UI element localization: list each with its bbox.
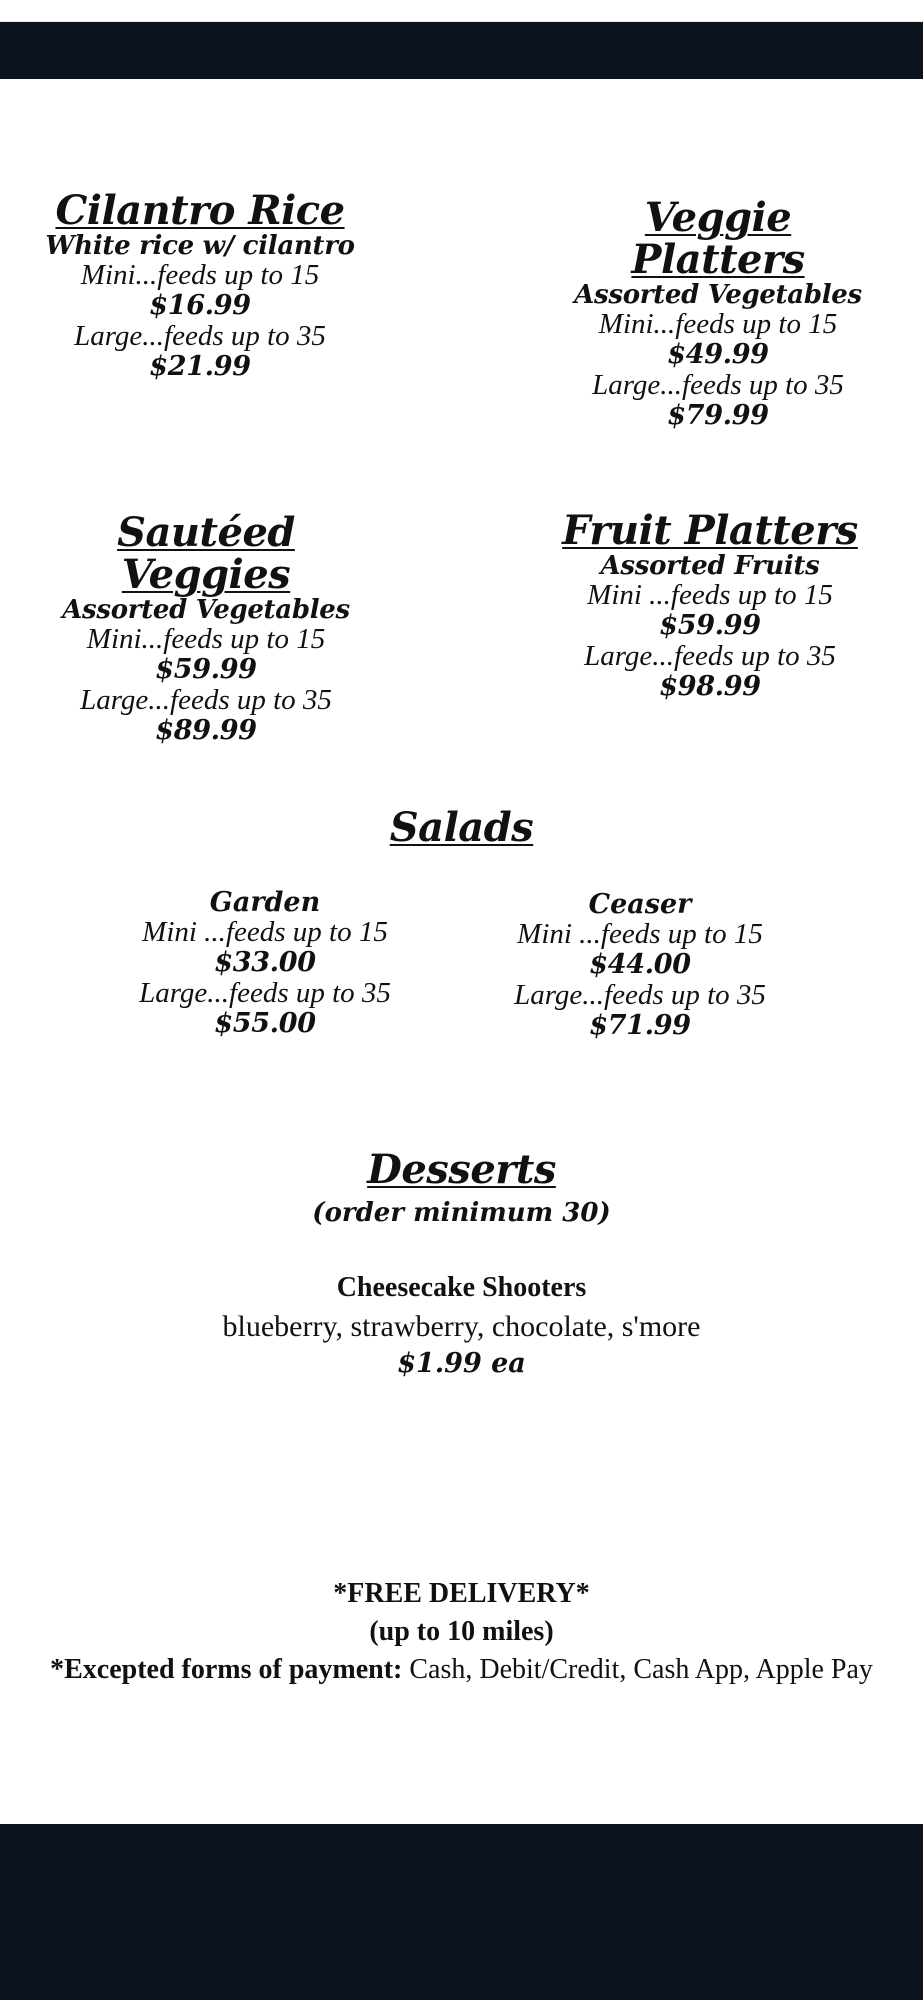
section-subtitle: Assorted Vegetables (62, 595, 350, 625)
large-price: $79.99 (667, 399, 769, 431)
mini-price: $49.99 (667, 339, 769, 371)
mini-price: $44.00 (589, 949, 691, 981)
large-price: $55.00 (214, 1007, 316, 1039)
large-price: $71.99 (589, 1009, 691, 1041)
menu-section-fruit-platters (550, 507, 870, 702)
payment-label: *Excepted forms of payment: (50, 1654, 403, 1685)
desserts-order-minimum: (order minimum 30) (312, 1198, 611, 1228)
large-size-label: Large...feeds up to 35 (584, 639, 836, 672)
mini-size-label: Mini...feeds up to 15 (80, 259, 320, 292)
section-title: Fruit Platters (562, 507, 858, 554)
mini-price: $16.99 (149, 290, 251, 322)
large-size-label: Large...feeds up to 35 (592, 368, 844, 401)
browser-top-strip (0, 0, 923, 22)
mini-size-label: Mini...feeds up to 15 (598, 308, 838, 341)
delivery-range: (up to 10 miles) (369, 1616, 554, 1647)
mini-size-label: Mini ...feeds up to 15 (142, 916, 388, 949)
section-title: Sautéed Veggies (117, 509, 295, 598)
dessert-price: $1.99 ea (397, 1348, 526, 1379)
large-size-label: Large...feeds up to 35 (74, 319, 326, 352)
large-size-label: Large...feeds up to 35 (139, 976, 391, 1009)
section-title: Cilantro Rice (55, 187, 345, 234)
desserts-heading: Desserts (367, 1146, 556, 1193)
header-band (0, 22, 923, 79)
large-size-label: Large...feeds up to 35 (80, 683, 332, 716)
large-size-label: Large...feeds up to 35 (514, 978, 766, 1011)
mini-size-label: Mini ...feeds up to 15 (517, 918, 763, 951)
mini-size-label: Mini...feeds up to 15 (86, 623, 326, 656)
large-price: $21.99 (149, 350, 251, 382)
salad-name: Garden (209, 887, 321, 918)
mini-size-label: Mini ...feeds up to 15 (587, 579, 833, 612)
salad-garden (105, 888, 425, 1038)
menu-section-cilantro-rice (40, 187, 360, 382)
dessert-item-name: Cheesecake Shooters (336, 1272, 587, 1303)
menu-section-veggie-platters (558, 194, 878, 431)
mini-price: $59.99 (155, 654, 257, 686)
large-price: $89.99 (155, 714, 257, 746)
payment-methods: Cash, Debit/Credit, Cash App, Apple Pay (409, 1654, 873, 1685)
section-subtitle: Assorted Fruits (600, 551, 820, 581)
mini-price: $33.00 (214, 947, 316, 979)
menu-section-sauteed-veggies (46, 509, 366, 746)
section-subtitle: White rice w/ cilantro (45, 231, 355, 261)
footer-band (0, 1824, 923, 2000)
payment-methods-line (0, 1654, 923, 1686)
salads-heading: Salads (389, 804, 534, 851)
dessert-flavors: blueberry, strawberry, chocolate, s'more (222, 1310, 701, 1343)
large-price: $98.99 (659, 670, 761, 702)
mini-price: $59.99 (659, 610, 761, 642)
section-subtitle: Assorted Vegetables (574, 280, 862, 310)
salad-name: Ceaser (588, 889, 692, 920)
salad-ceaser (480, 890, 800, 1040)
section-title: Veggie Platters (631, 194, 805, 283)
free-delivery-notice: *FREE DELIVERY* (333, 1578, 590, 1609)
